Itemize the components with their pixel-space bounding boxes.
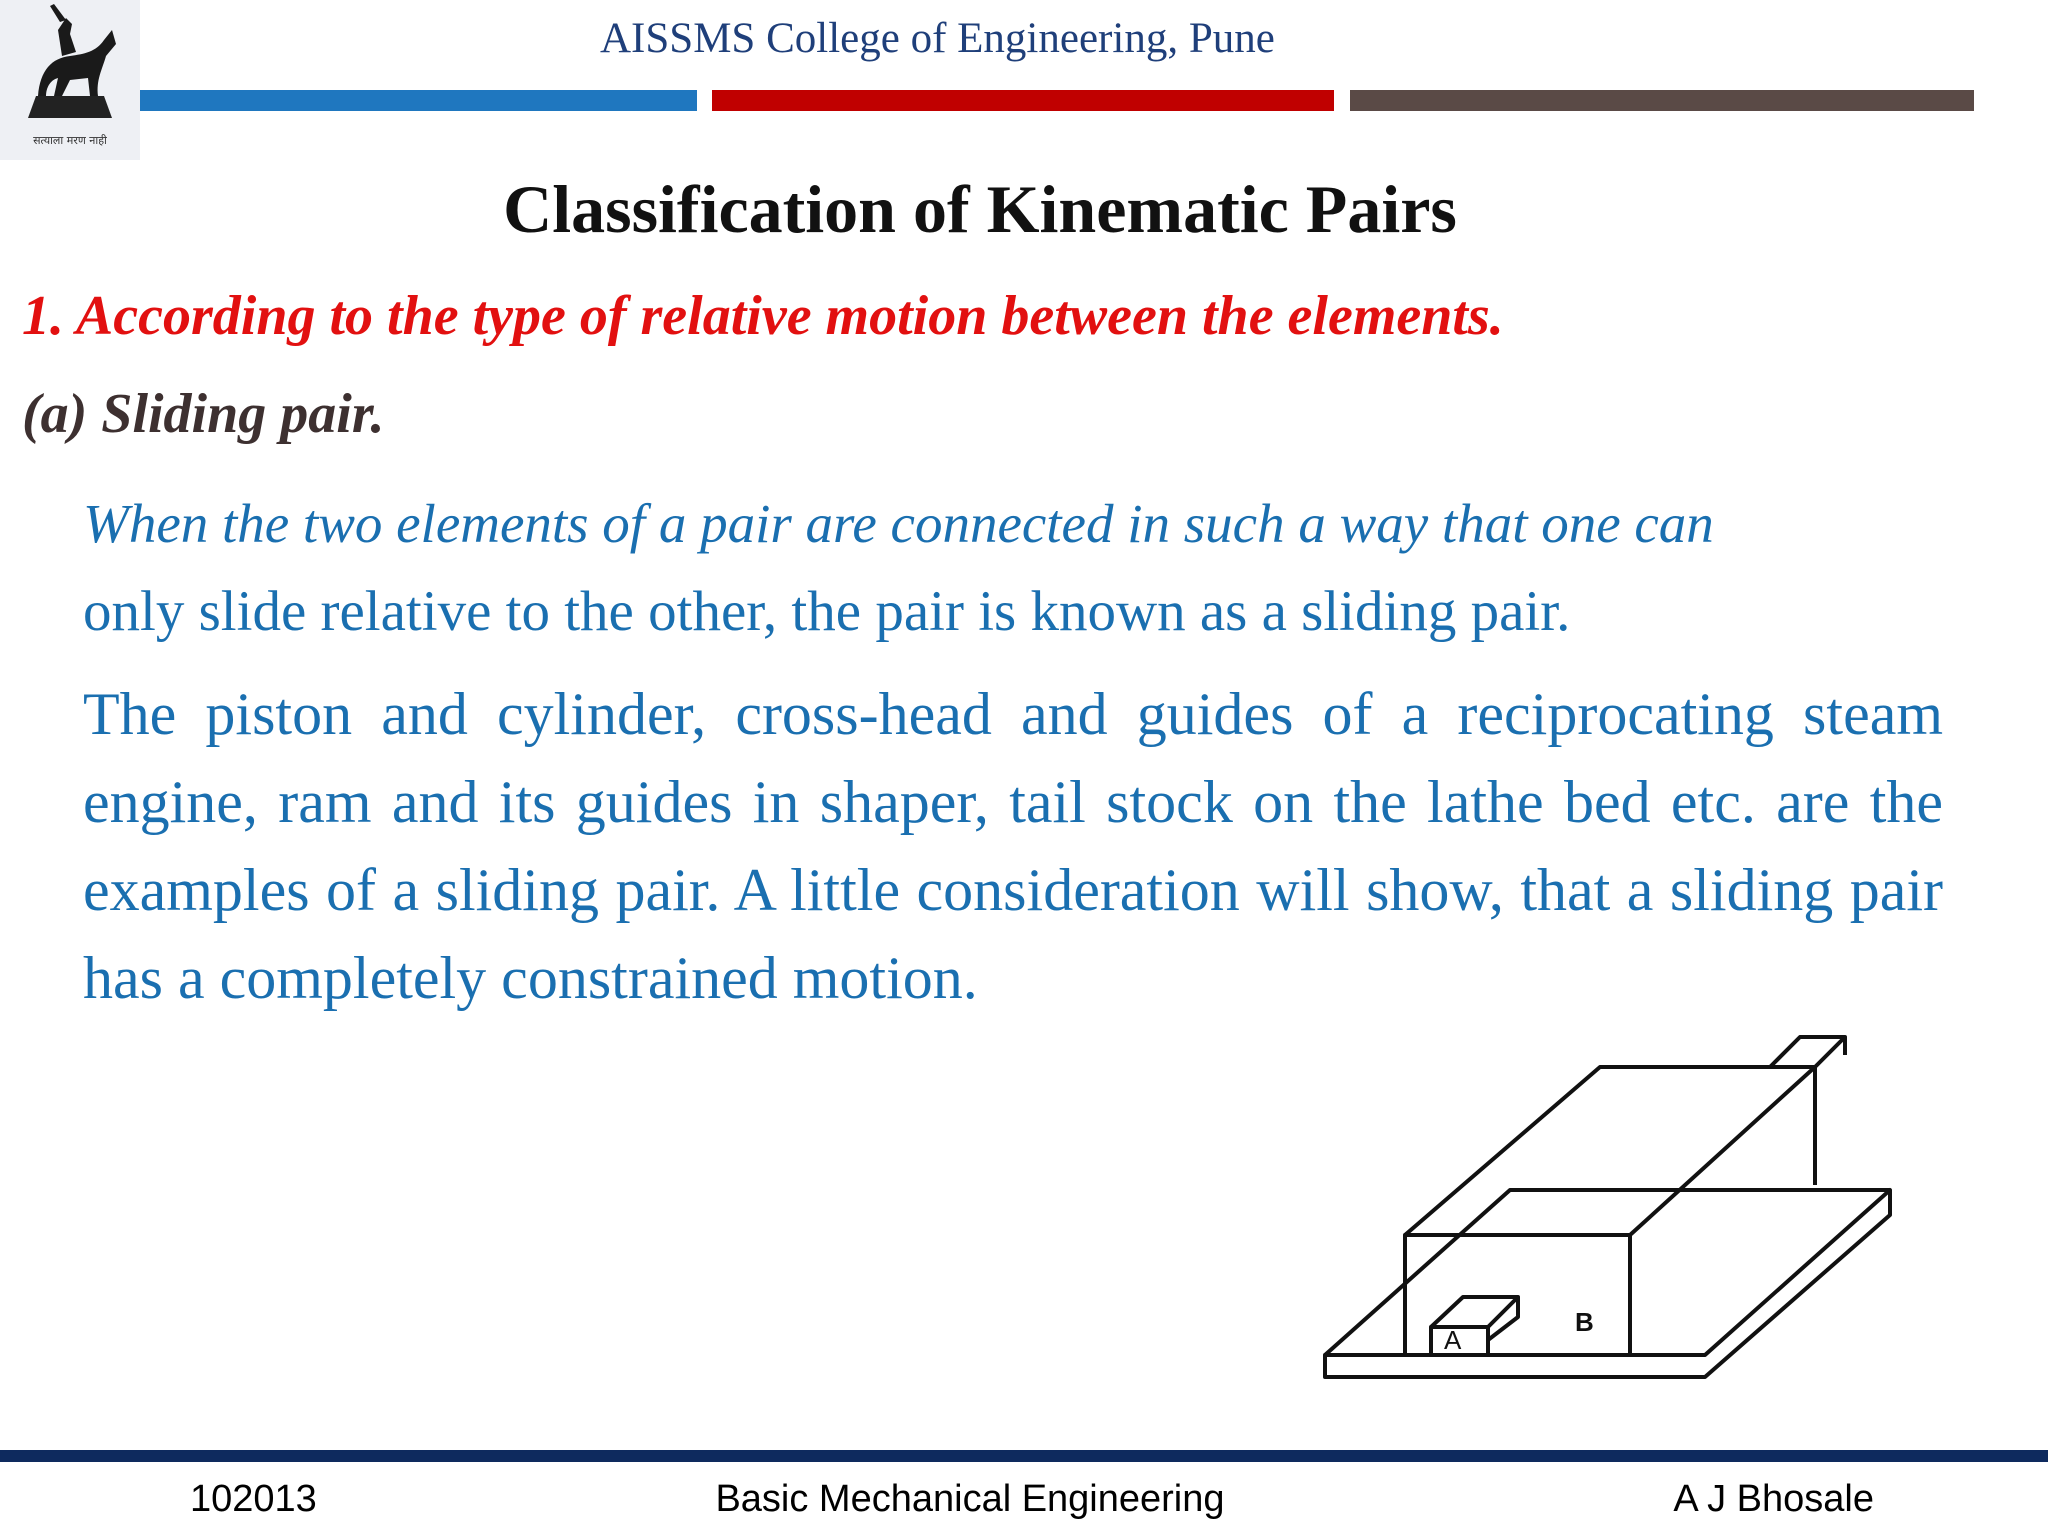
footer-course-code: 102013 [190, 1478, 317, 1520]
definition-line-1: When the two elements of a pair are connected in such a way that one can [83, 493, 1714, 554]
header-bar-blue [140, 90, 697, 111]
horse-rider-statue-icon [0, 0, 140, 130]
sliding-pair-figure [1300, 1015, 1920, 1415]
college-name: AISSMS College of Engineering, Pune [600, 15, 1275, 62]
logo-motto: सत्याला मरण नाही [33, 134, 107, 147]
footer-divider [0, 1450, 2048, 1462]
college-logo [0, 0, 140, 160]
footer-course-name: Basic Mechanical Engineering [715, 1478, 1225, 1520]
definition-paragraph [83, 480, 1943, 656]
header-bar-red [712, 90, 1334, 111]
definition-line-2: only slide relative to the other, the pair is known as a sliding pair. [83, 580, 1571, 643]
slide-title: Classification of Kinematic Pairs [503, 171, 1457, 247]
footer-author: A J Bhosale [1673, 1478, 1874, 1520]
header-bar-brown [1350, 90, 1974, 111]
pair-heading: (a) Sliding pair. [22, 383, 385, 445]
label-a: A [1444, 1325, 1462, 1355]
classification-subheading: 1. According to the type of relative motion between the elements. [22, 285, 1504, 347]
label-b: B [1575, 1307, 1594, 1337]
examples-paragraph: The piston and cylinder, cross-head and guides of a reciprocating steam engine, ram and its guides in shaper, tail stock on the lathe bed etc. are the examples of a sliding pair. A little consideration will show, that a sliding pair has a completely constrained motion. [83, 681, 1943, 1011]
sliding-pair-diagram [1300, 1015, 1920, 1415]
